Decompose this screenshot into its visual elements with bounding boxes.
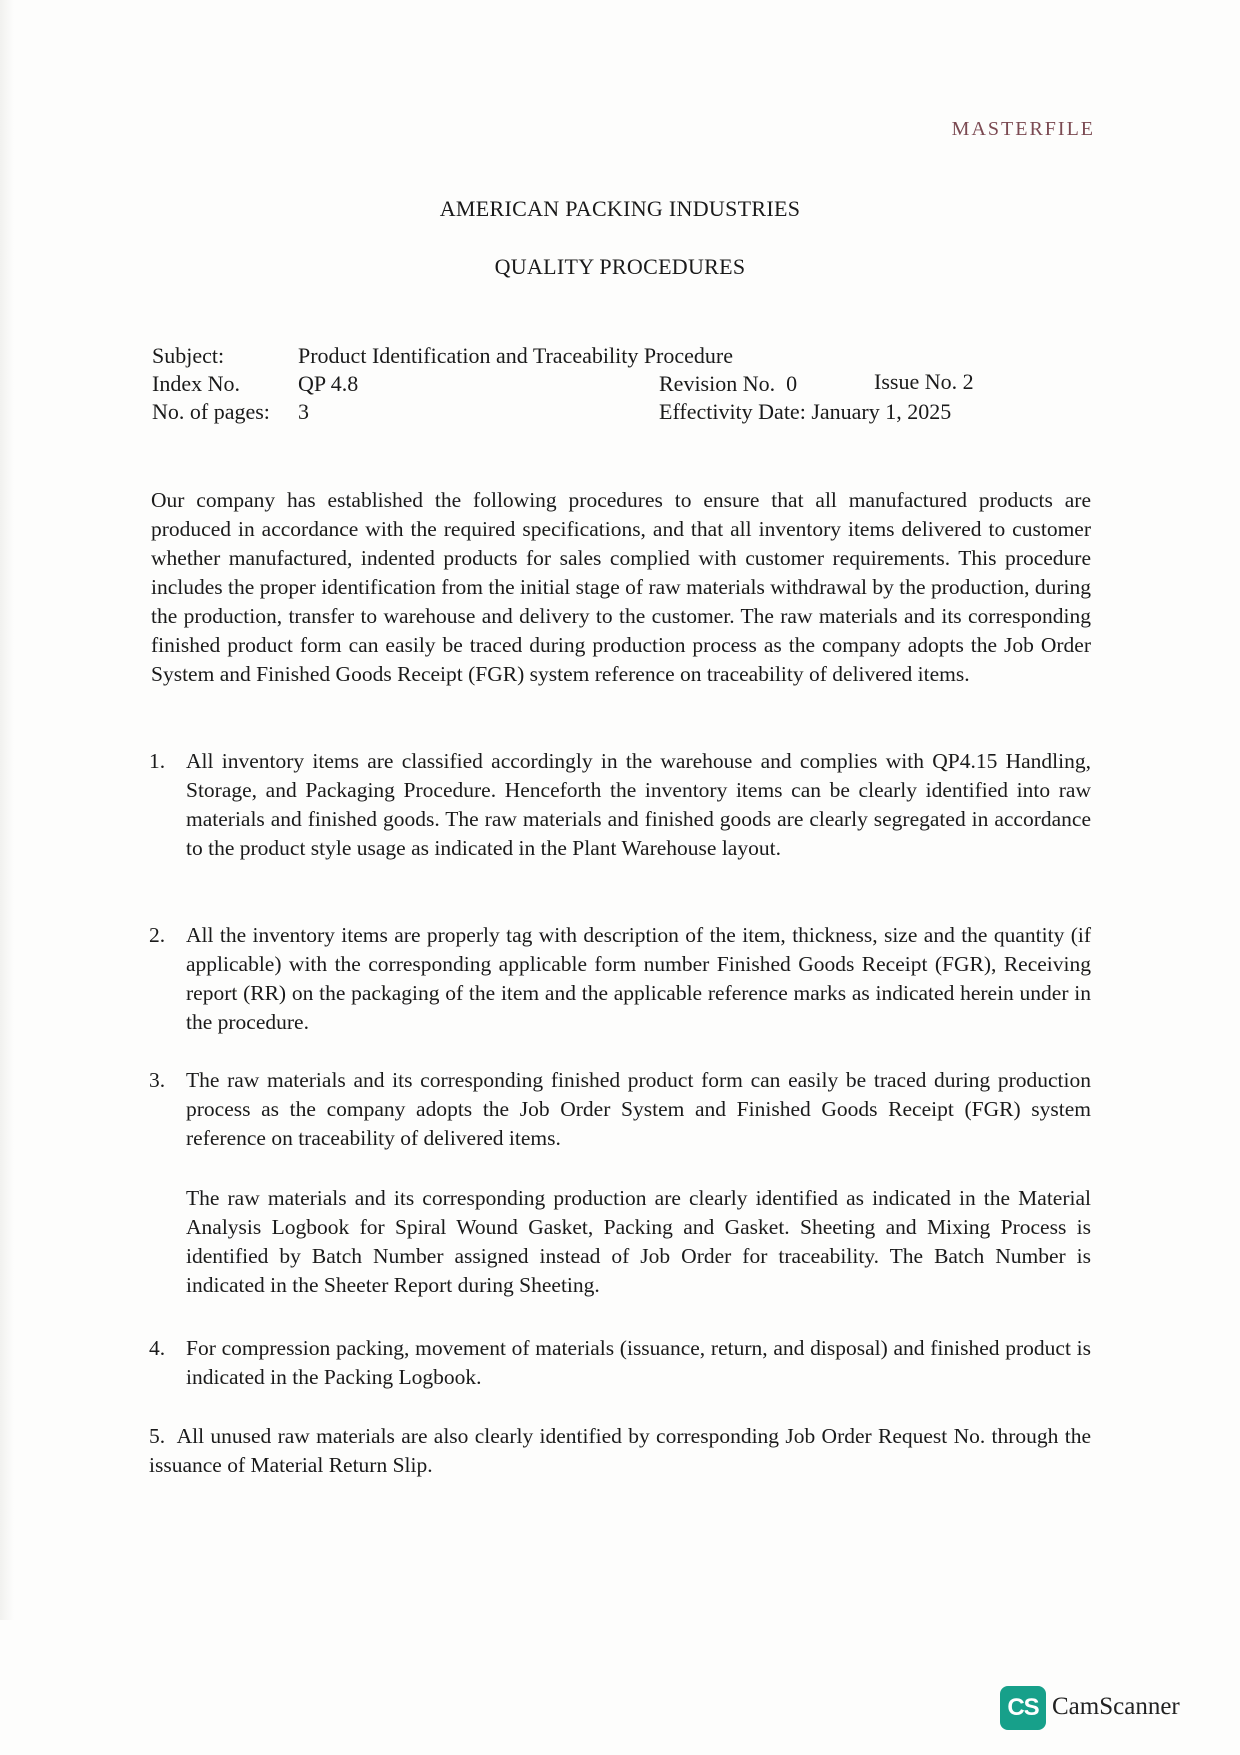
revision-number: Revision No. 0 <box>659 371 798 396</box>
index-label: Index No. <box>152 371 240 396</box>
company-name: AMERICAN PACKING INDUSTRIES <box>439 196 801 221</box>
subject-value: Product Identification and Traceability Procedure <box>298 343 733 368</box>
pages-label: No. of pages: <box>152 399 270 424</box>
scan-edge-shadow <box>0 0 14 1620</box>
pages-value: 3 <box>298 399 309 424</box>
item-3-number: 3. <box>149 1068 166 1092</box>
item-1-text: All inventory items are classified accordingly in the warehouse and complies with QP4.15 Handling, Storage, and Packaging Procedure. Henceforth the inventory items can be clearly identified into raw materials and finished goods. The raw materials and finished goods are clearly segregated in accordance to the product style usage as indicated in the Plant Warehouse layout. <box>186 749 1091 860</box>
item-4-text: For compression packing, movement of materials (issuance, return, and disposal) and finished product is indicated in the Packing Logbook. <box>186 1336 1091 1389</box>
intro-paragraph: Our company has established the following procedures to ensure that all manufactured products are produced in accordance with the required specifications, and that all inventory items delivered to customer whether manufactured, indented products for sales complied with customer requirements. This procedure includes the proper identification from the initial stage of raw materials withdrawal by the production, during the production, transfer to warehouse and delivery to the customer. The raw materials and its corresponding finished product form can easily be traced during production process as the company adopts the Job Order System and Finished Goods Receipt (FGR) system reference on traceability of delivered items. <box>151 488 1091 686</box>
camscanner-logo-icon: CS <box>1000 1686 1046 1730</box>
document-type-title: QUALITY PROCEDURES <box>494 254 746 279</box>
item-2-text: All the inventory items are properly tag with description of the item, thickness, size and the quantity (if applicable) with the corresponding applicable form number Finished Goods Receipt (FGR), Receiving report (RR) on the packaging of the item and the applicable reference marks as indicated herein under in the procedure. <box>186 923 1091 1034</box>
item-5-text: All unused raw materials are also clearly identified by corresponding Job Order Request No. through the issuance of Material Return Slip. <box>149 1424 1091 1477</box>
item-1-number: 1. <box>149 749 166 773</box>
index-value: QP 4.8 <box>298 371 359 396</box>
camscanner-watermark-text: CamScanner <box>1052 1693 1180 1720</box>
item-4-number: 4. <box>149 1336 166 1360</box>
item-5-paragraph <box>149 1422 1091 1480</box>
item-3-text: The raw materials and its corresponding finished product form can easily be traced during production process as the company adopts the Job Order System and Finished Goods Receipt (FGR) system reference on traceability of delivered items. <box>186 1068 1091 1150</box>
item-5-number: 5. <box>149 1424 166 1448</box>
issue-number: Issue No. 2 <box>874 369 974 394</box>
item-2-number: 2. <box>149 923 166 947</box>
masterfile-stamp: MASTERFILE <box>951 118 1095 140</box>
effectivity-date: Effectivity Date: January 1, 2025 <box>659 399 952 424</box>
item-3-followup-paragraph: The raw materials and its corresponding production are clearly identified as indicated in the Material Analysis Logbook for Spiral Wound Gasket, Packing and Gasket. Sheeting and Mixing Process is identified by Batch Number assigned instead of Job Order for traceability. The Batch Number is indicated in the Sheeter Report during Sheeting. <box>186 1186 1091 1297</box>
subject-label: Subject: <box>152 343 225 368</box>
